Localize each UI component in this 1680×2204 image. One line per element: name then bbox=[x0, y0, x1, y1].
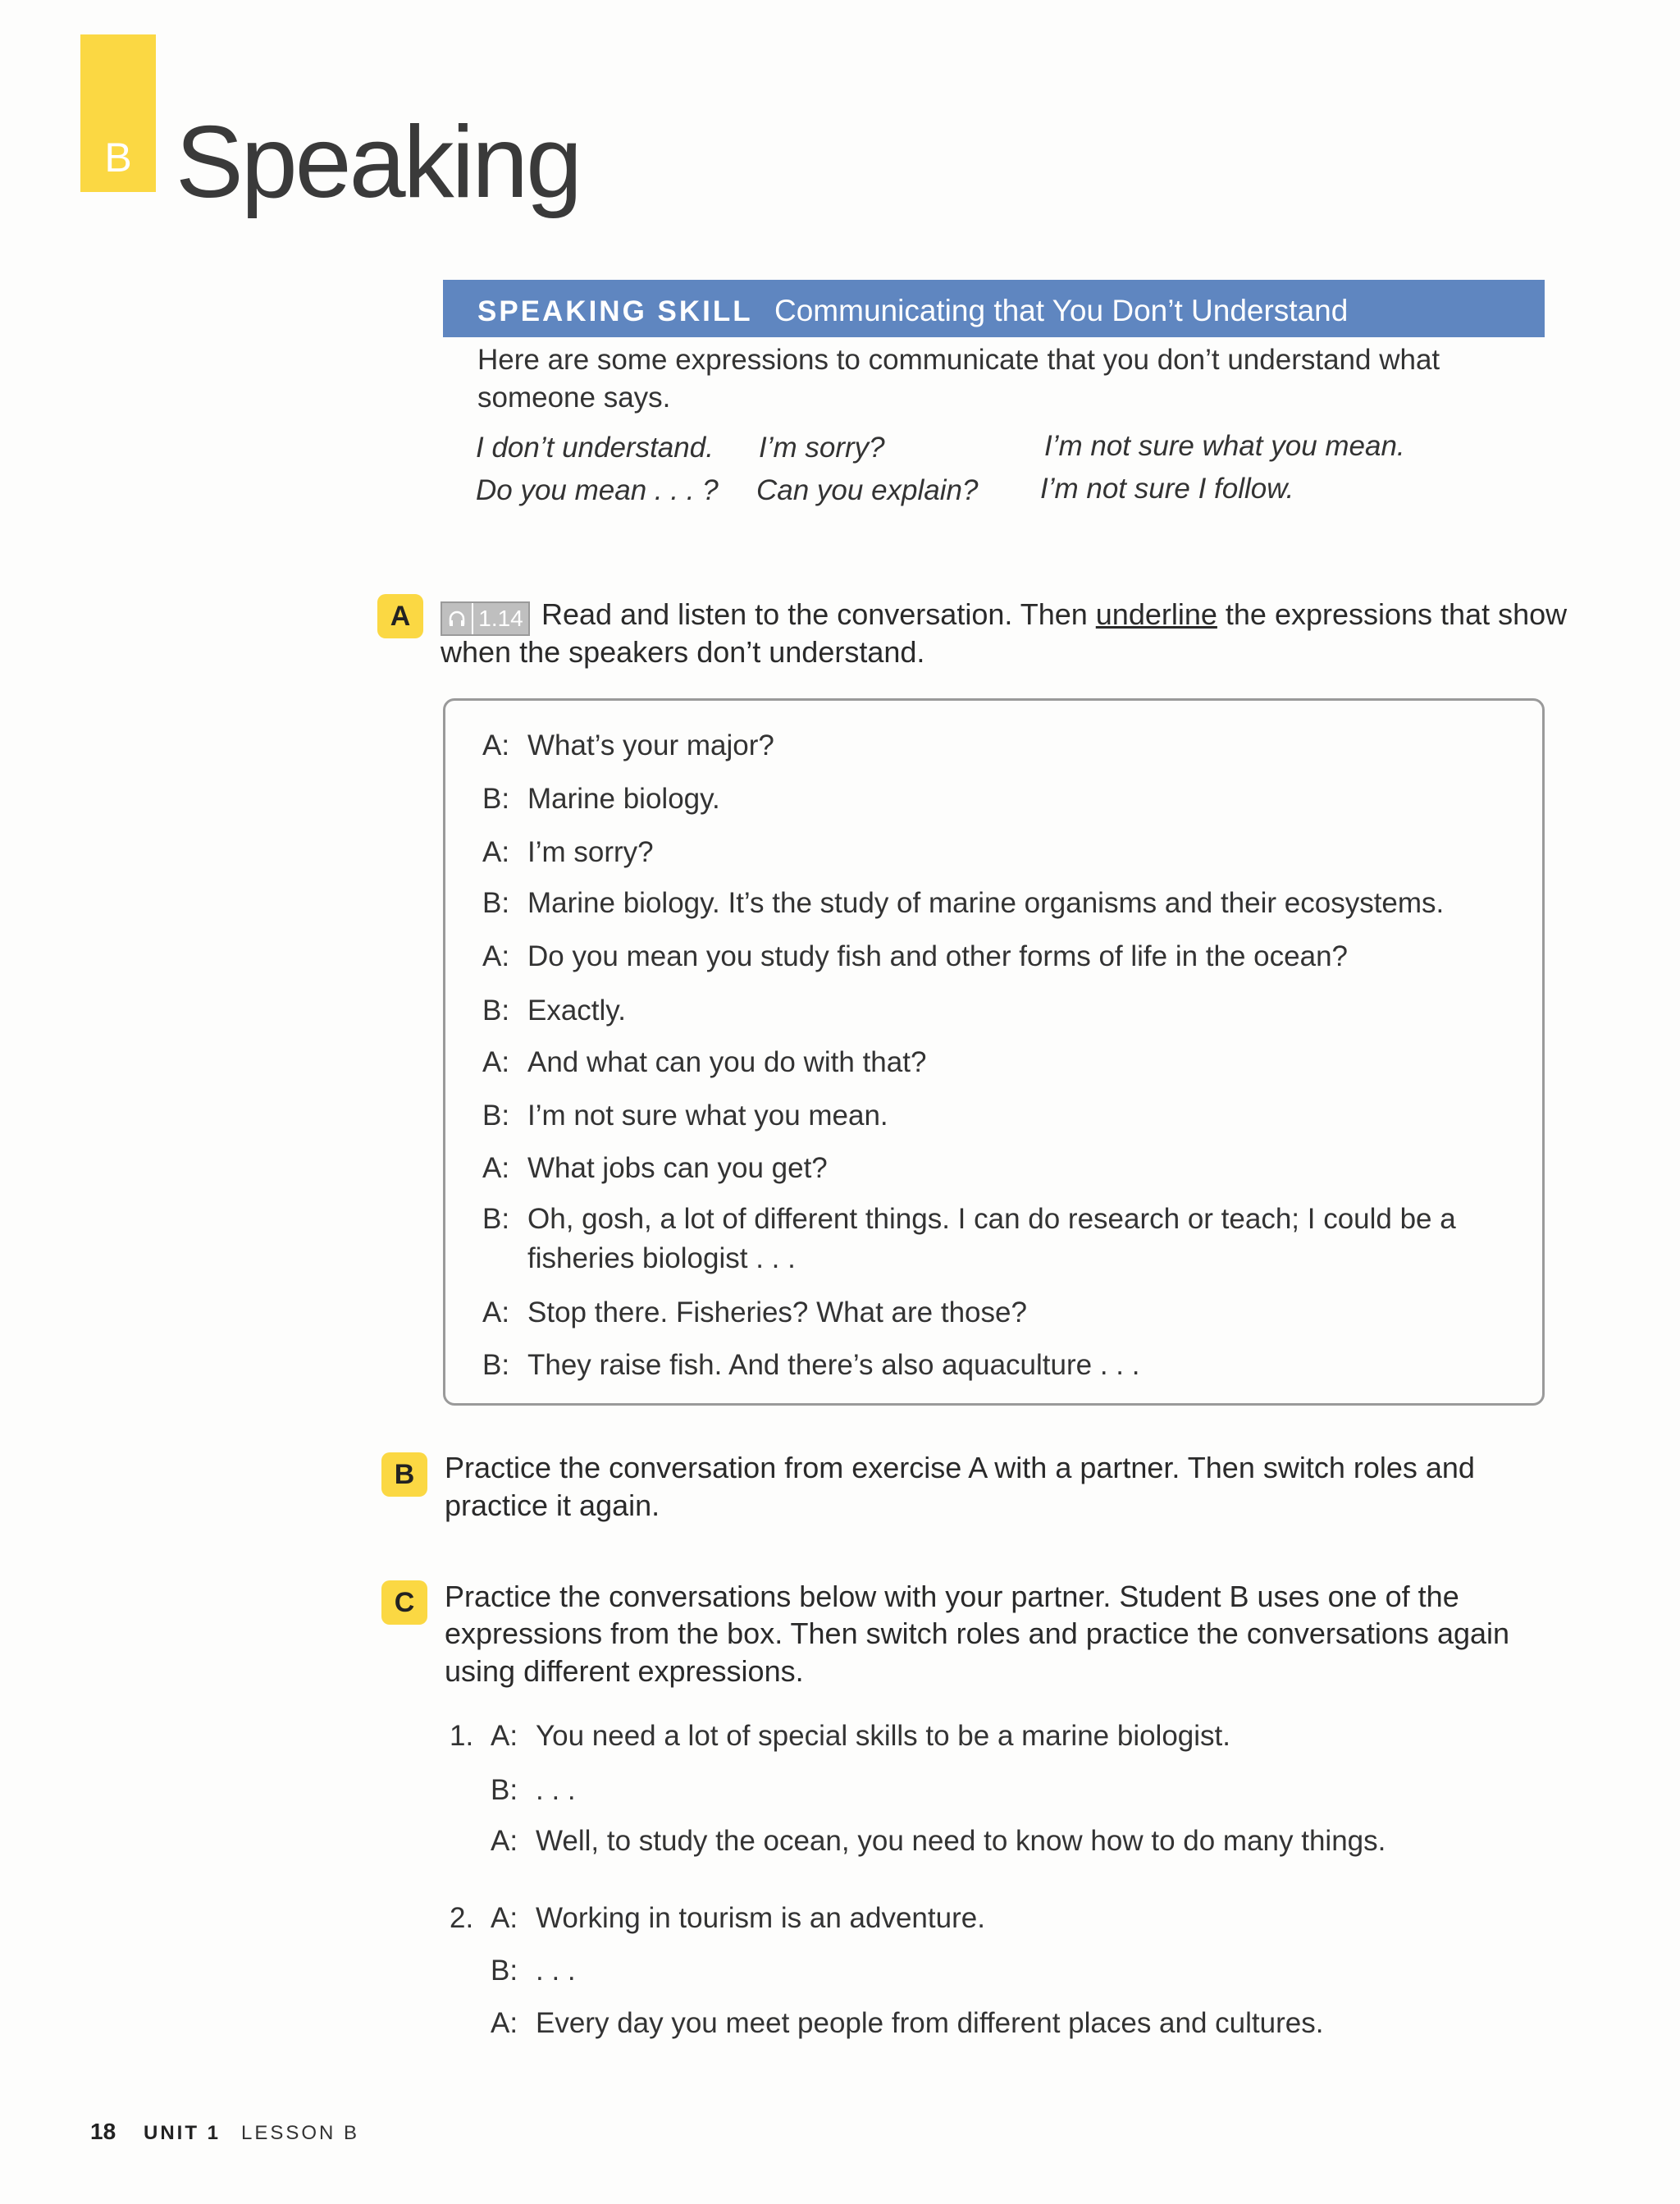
conversation-line: A: What jobs can you get? bbox=[482, 1152, 828, 1184]
practice-line: B: . . . bbox=[491, 1955, 576, 1987]
audio-track[interactable] bbox=[441, 601, 530, 636]
expression: I’m not sure what you mean. bbox=[1044, 430, 1405, 462]
conversation-line: A: I’m sorry? bbox=[482, 836, 654, 868]
unit-label: UNIT 1 bbox=[144, 2122, 221, 2144]
underline-word: underline bbox=[1095, 597, 1217, 631]
exercise-c-instructions: Practice the conversations below with your partner. Student B uses one of the bbox=[445, 1580, 1459, 1613]
conversation-line: A: Stop there. Fisheries? What are those? bbox=[482, 1296, 1027, 1328]
conversation-line: A: What’s your major? bbox=[482, 729, 774, 761]
exercise-b-badge: B bbox=[381, 1452, 427, 1497]
practice-line: A: Working in tourism is an adventure. bbox=[491, 1902, 985, 1934]
lesson-label: LESSON B bbox=[241, 2122, 360, 2144]
conversation-line: B: Oh, gosh, a lot of different things. I can do research or teach; I could be a bbox=[482, 1203, 1456, 1235]
skill-title: Communicating that You Don’t Understand bbox=[774, 294, 1349, 327]
practice-line: A: Well, to study the ocean, you need to know how to do many things. bbox=[491, 1825, 1386, 1857]
exercise-b-instructions: Practice the conversation from exercise A with a partner. Then switch roles and bbox=[445, 1451, 1475, 1484]
expression: I’m sorry? bbox=[759, 432, 885, 464]
practice-line: A: You need a lot of special skills to be a marine biologist. bbox=[491, 1720, 1230, 1752]
expression: Can you explain? bbox=[756, 474, 979, 506]
exercise-b-instructions-line2: practice it again. bbox=[445, 1488, 660, 1522]
conversation-line: B: Marine biology. bbox=[482, 783, 720, 815]
section-letter: B bbox=[104, 135, 132, 181]
conversation-line: B: They raise fish. And there’s also aquaculture . . . bbox=[482, 1349, 1140, 1381]
conversation-line: A: Do you mean you study fish and other forms of life in the ocean? bbox=[482, 940, 1349, 972]
conversation-line: B: Exactly. bbox=[482, 995, 626, 1027]
practice-line: A: Every day you meet people from different places and cultures. bbox=[491, 2007, 1324, 2039]
conversation-line: A: And what can you do with that? bbox=[482, 1046, 927, 1078]
item-number: 1. bbox=[450, 1720, 474, 1752]
headphones-icon bbox=[442, 603, 473, 634]
item-number: 2. bbox=[450, 1902, 474, 1934]
exercise-c-instructions-line3: using different expressions. bbox=[445, 1654, 804, 1688]
exercise-c-instructions-line2: expressions from the box. Then switch roles and practice the conversations again bbox=[445, 1616, 1510, 1650]
exercise-a-instructions-line2: when the speakers don’t understand. bbox=[441, 635, 925, 669]
exercise-c-badge: C bbox=[381, 1580, 427, 1625]
conversation-line: B: I’m not sure what you mean. bbox=[482, 1100, 888, 1132]
page-title: Speaking bbox=[176, 106, 581, 219]
exercise-a-badge: A bbox=[377, 594, 423, 638]
skill-label: SPEAKING SKILL bbox=[477, 295, 753, 327]
conversation-line: fisheries biologist . . . bbox=[527, 1242, 796, 1274]
page-number: 18 bbox=[90, 2119, 116, 2144]
conversation-line: B: Marine biology. It’s the study of marine organisms and their ecosystems. bbox=[482, 887, 1445, 919]
expression: I don’t understand. bbox=[476, 432, 714, 464]
practice-line: B: . . . bbox=[491, 1774, 576, 1806]
expression: Do you mean . . . ? bbox=[476, 474, 719, 506]
exercise-a-instructions: Read and listen to the conversation. Then underline the expressions that show bbox=[541, 597, 1568, 631]
audio-track-number: 1.14 bbox=[478, 606, 523, 631]
skill-description: Here are some expressions to communicate that you don’t understand what someone says. bbox=[477, 344, 1440, 414]
expression: I’m not sure I follow. bbox=[1040, 473, 1294, 505]
